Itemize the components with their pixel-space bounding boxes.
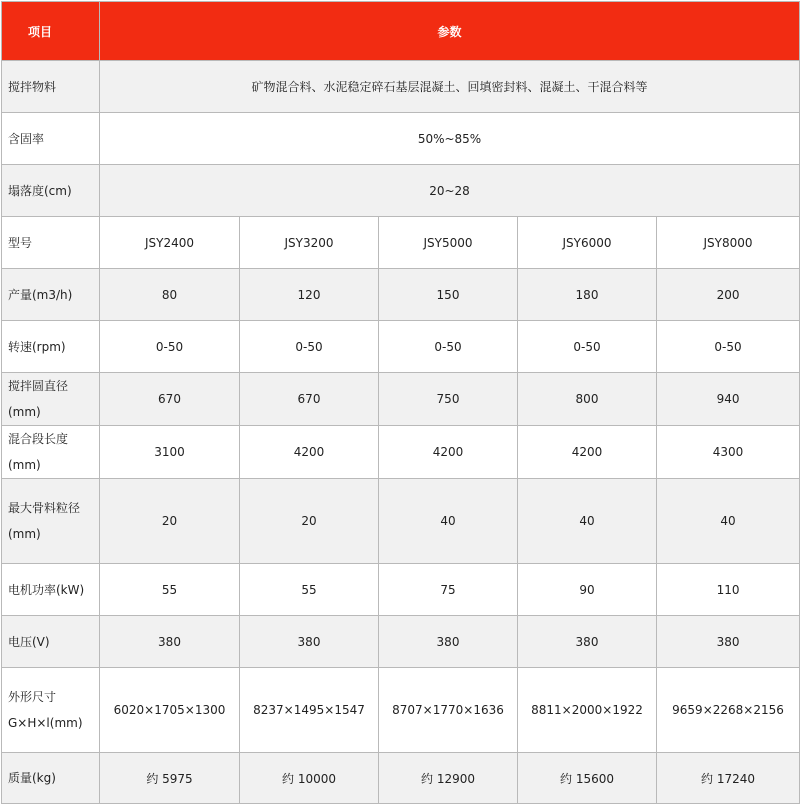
table-cell: 约 12900	[379, 753, 518, 804]
row-label: 型号	[2, 217, 100, 269]
header-param: 参数	[100, 2, 800, 61]
row-label: 转速(rpm)	[2, 321, 100, 373]
model-cell: JSY5000	[379, 217, 518, 269]
table-cell: 6020×1705×1300	[100, 668, 240, 753]
row-label: 产量(m3/h)	[2, 269, 100, 321]
table-cell: 380	[657, 616, 800, 668]
table-cell: 8811×2000×1922	[518, 668, 657, 753]
table-cell: 380	[100, 616, 240, 668]
table-cell: 约 10000	[240, 753, 379, 804]
row-label: 搅拌物料	[2, 61, 100, 113]
table-cell: 120	[240, 269, 379, 321]
table-cell: 40	[379, 479, 518, 564]
spec-table	[1, 1, 800, 804]
row-label: 含固率	[2, 113, 100, 165]
row-label: 混合段长度(mm)	[2, 426, 100, 479]
table-cell: 约 5975	[100, 753, 240, 804]
row-model	[2, 217, 800, 269]
row-value: 矿物混合料、水泥稳定碎石基层混凝土、回填密封料、混凝土、干混合料等	[100, 61, 800, 113]
table-cell: 0-50	[657, 321, 800, 373]
row-value: 20~28	[100, 165, 800, 217]
table-cell: 40	[518, 479, 657, 564]
row-label: 电机功率(kW)	[2, 564, 100, 616]
row-value: 50%~85%	[100, 113, 800, 165]
table-cell: 90	[518, 564, 657, 616]
table-cell: 约 15600	[518, 753, 657, 804]
row-label: 外形尺寸 G×H×l(mm)	[2, 668, 100, 753]
table-cell: 380	[518, 616, 657, 668]
table-cell: 0-50	[518, 321, 657, 373]
row-solid-content	[2, 113, 800, 165]
table-cell: 55	[240, 564, 379, 616]
row-material	[2, 61, 800, 113]
row-weight	[2, 753, 800, 804]
table-cell: 4300	[657, 426, 800, 479]
table-cell: 4200	[379, 426, 518, 479]
row-mixing-length	[2, 426, 800, 479]
table-cell: 150	[379, 269, 518, 321]
table-cell: 0-50	[379, 321, 518, 373]
model-cell: JSY8000	[657, 217, 800, 269]
table-cell: 380	[240, 616, 379, 668]
table-cell: 670	[240, 373, 379, 426]
table-header-row	[2, 2, 800, 61]
table-cell: 55	[100, 564, 240, 616]
model-cell: JSY3200	[240, 217, 379, 269]
table-cell: 380	[379, 616, 518, 668]
table-cell: 0-50	[100, 321, 240, 373]
table-cell: 0-50	[240, 321, 379, 373]
table-cell: 8237×1495×1547	[240, 668, 379, 753]
table-cell: 80	[100, 269, 240, 321]
row-label: 最大骨料粒径(mm)	[2, 479, 100, 564]
row-label: 电压(V)	[2, 616, 100, 668]
table-cell: 75	[379, 564, 518, 616]
table-cell: 750	[379, 373, 518, 426]
table-cell: 800	[518, 373, 657, 426]
table-cell: 670	[100, 373, 240, 426]
table-cell: 940	[657, 373, 800, 426]
row-slump	[2, 165, 800, 217]
table-cell: 110	[657, 564, 800, 616]
row-label: 搅拌圆直径(mm)	[2, 373, 100, 426]
row-diameter	[2, 373, 800, 426]
header-item: 项目	[2, 2, 100, 61]
row-dimensions	[2, 668, 800, 753]
table-cell: 20	[100, 479, 240, 564]
table-cell: 约 17240	[657, 753, 800, 804]
model-cell: JSY6000	[518, 217, 657, 269]
table-cell: 200	[657, 269, 800, 321]
table-cell: 3100	[100, 426, 240, 479]
table-cell: 20	[240, 479, 379, 564]
row-label: 塌落度(cm)	[2, 165, 100, 217]
row-motor-power	[2, 564, 800, 616]
row-speed	[2, 321, 800, 373]
table-cell: 4200	[240, 426, 379, 479]
table-cell: 9659×2268×2156	[657, 668, 800, 753]
table-cell: 180	[518, 269, 657, 321]
row-label: 质量(kg)	[2, 753, 100, 804]
table-cell: 8707×1770×1636	[379, 668, 518, 753]
table-cell: 4200	[518, 426, 657, 479]
row-output	[2, 269, 800, 321]
row-aggregate-size	[2, 479, 800, 564]
model-cell: JSY2400	[100, 217, 240, 269]
table-cell: 40	[657, 479, 800, 564]
row-voltage	[2, 616, 800, 668]
